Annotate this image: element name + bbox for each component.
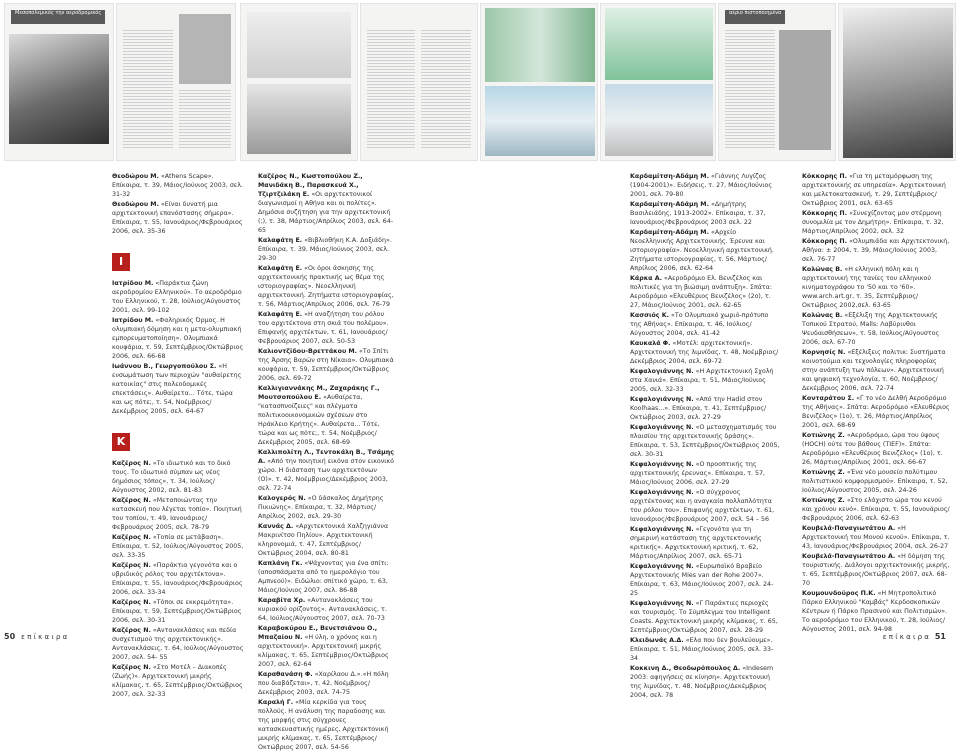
thumbnail-photo (779, 30, 831, 150)
section-letter-k: Κ (112, 433, 130, 451)
entry-citation: «Αυθαίρετα, "κατασπνοίζειες" και πλέγματα πολιτικοοικονομικών σχέσεων στο Ηράκλειο Κρήτης». Αυθαίρετα... Τότε, τώρα και ως πότε;, τ. 54, Νοέμβριος/Δεκέμβριος 2005, σελ. 68-69 (258, 394, 380, 446)
entry-author: Κονταράτου Σ. (802, 395, 855, 402)
index-column-3 (630, 172, 780, 701)
entry-author: Καλαφάτη Ε. (258, 237, 303, 244)
entry-citation: «Η Αρχιτεκτονική Σχολή στα Χανιά». Επίκαιρα, τ. 51, Μάιος/Ιούνιος 2005, σελ. 32-33 (630, 368, 774, 393)
entry-author: Καζέρος Ν. (112, 664, 151, 671)
index-entry (630, 525, 780, 561)
entry-citation: «Αντανακλάσεις του κυριακού ορίζοντος». Αντανακλάσεις, τ. 64, Ιούλιος/Αύγουστος 2007, σελ. 70-73 (258, 597, 387, 622)
index-column-4 (802, 172, 950, 635)
index-entry (112, 279, 244, 315)
entry-citation: «Η δόμηση της τουριστικής. Διάλογοι αρχιτεκτονικής μικρής, τ. 65, Σεπτέμβριος/Οκτώβριος 2007, σελ. 68-70 (802, 553, 950, 587)
thumbnail-page-4[interactable] (360, 3, 478, 161)
index-entry (258, 698, 394, 752)
index-entry (802, 265, 950, 310)
entry-author: Καλογερός Ν. (258, 495, 306, 502)
index-entry (802, 468, 950, 495)
index-entry (258, 624, 394, 669)
entry-citation: «Ένα νέο μουσείο πολύτιμου πολιτιστικού κομφορμισμού». Επίκαιρα, τ. 52, Ιούλιος/Αύγουστος 2005, σελ. 24-26 (802, 469, 948, 494)
right-page (480, 172, 950, 699)
entry-author: Κεφαλογιάννης Ν. (630, 368, 694, 375)
index-entry (112, 362, 244, 416)
index-entry (112, 200, 244, 236)
index-entry (112, 561, 244, 597)
entry-citation: «Οι αρχιτεκτονικοί διαγωνισμοί η Αθήνα και οι πολίτες». Δημόσια συζήτηση για την αρχιτεκτονική (;), τ. 38, Μάρτιος/Απρίλιος 2003, σελ. 64-65 (258, 191, 394, 234)
index-entry (630, 274, 780, 310)
entry-author: Κοτιώνης Ζ. (802, 432, 845, 439)
entry-author: Κόκκορης Π. (802, 210, 848, 217)
index-entry (112, 459, 244, 495)
thumbnail-text (123, 30, 173, 150)
entry-author: Κόκκορης Π. (802, 238, 848, 245)
index-entry (258, 494, 394, 521)
entry-author: Κουμουνδούρος Π.Κ. (802, 590, 876, 597)
index-entry (258, 522, 394, 558)
entry-citation: «Το Ολυμπιακό χωριό-πρότυπο της Αθήνας». Επίκαιρα, τ. 46, Ιούλιος/Αύγουστος 2004, σελ. 41-42 (630, 312, 769, 337)
index-entry (802, 524, 950, 551)
index-column-1 (112, 172, 244, 700)
thumbnail-strip (0, 0, 960, 166)
entry-author: Κουβελά-Παναγιωτάτου Α. (802, 525, 896, 532)
thumbnail-photo (485, 86, 595, 156)
page-number: 50 (4, 632, 16, 641)
entry-citation: «Εξέλιξεις πολιτικ: Συστήματα κοινοτούμια και τεχνολογίες πληροφορίας στην ανάπτυξη των πόλεων». Αρχιτεκτονική και ψηφιακή τεχνολογία, τ. 60, Νοέμβριος/Δεκέμβριος 2006, σελ. 72-74 (802, 349, 946, 392)
entry-author: Κεφαλογιάννης Ν. (630, 424, 694, 431)
thumbnail-text (725, 30, 775, 150)
thumbnail-title: αέριο πιστοποιημένα (725, 10, 785, 24)
thumbnail-photo (247, 84, 351, 154)
index-entry (630, 395, 780, 422)
entry-citation: «Αντανακλάσεις και πεδία συσχετισμού της αρχιτεκτονικής». Αντανακλάσεις, τ. 64, Ιούλιος/Αύγουστος 2007, σελ. 54- 55 (112, 627, 244, 661)
entry-citation: «Ευρωπαϊκό Βραβείο Αρχιτεκτονικής Mies van der Rohe 2007». Επίκαιρα, τ. 63, Μάιος/Ιούνιος 2007, σελ. 24-25 (630, 563, 774, 597)
index-entry (258, 448, 394, 493)
entry-author: Κοκκινη Δ., Θεοδωρόπουλος Δ. (630, 665, 741, 672)
index-entry (802, 209, 950, 236)
index-entry (802, 394, 950, 430)
thumbnail-photo (179, 14, 231, 84)
thumbnail-title: Μεσοπολεμικός την αεροδρομικός (11, 10, 105, 24)
entry-author: Ιωάννου Β., Γεωργοπούλου Σ. (112, 363, 217, 370)
index-entry (802, 172, 950, 208)
entry-citation: «Τόποι σε εκκρεμότητα». Επίκαιρα, τ. 59, Σεπτέμβριος/Οκτώβριος 2006, σελ. 30-31 (112, 599, 242, 624)
index-entry (802, 552, 950, 588)
entry-author: Καλαφάτη Ε. (258, 311, 303, 318)
thumbnail-page-3[interactable] (240, 3, 358, 161)
entry-citation: «Ολυμπιάδα και Αρχιτεκτονική, Αθήνα: ± 2004, τ. 39, Μάιος/Ιούνιος 2003, σελ. 76-77 (802, 238, 950, 263)
index-entry (258, 670, 394, 697)
index-entry (802, 496, 950, 523)
index-entry (112, 626, 244, 662)
entry-citation: «Γ το νέο Δελθή Αεροδρόμιο της Αθήνας». Σπάτα: Αεροδρόμιο «Ελευθέριος Βενιζέλος» (1ο), τ. 26, Μάρτιος/Απρίλιος 2001, σελ. 68-69 (802, 395, 950, 429)
entry-citation: «Η ύλη, ο χρόνος και η αρχιτεκτονική». Αρχιτεκτονική μικρής κλίμακας, τ. 65, Σεπτέμβριος/Οκτώβριος 2007, σελ. 62-64 (258, 634, 389, 668)
index-entry (630, 339, 780, 366)
index-entry (258, 384, 394, 447)
index-entry (258, 172, 394, 235)
thumbnail-photo (9, 34, 109, 144)
entry-citation: «Η Αρχιτεκτονική του Μονού κενού». Επίκαιρα, τ. 43, Ιανουάριος/Φεβρουάριος 2004, σελ. 26-27 (802, 525, 950, 550)
entry-citation: «Γ Παράκτιες περιοχές και τουρισμός. Το Σύμπλεγμα του Intelligent Coasts. Αρχιτεκτονική μικρής κλίμακας, τ. 65, Σεπτέμβριος/Οκτώβριος 2007, σελ. 28-29 (630, 600, 778, 634)
index-column-2 (258, 172, 394, 753)
index-entry (112, 533, 244, 560)
magazine-name: ε π ί κ α ι ρ α (21, 633, 68, 641)
entry-author: Ιατρίδου Μ. (112, 317, 154, 324)
entry-citation: «Για τη μεταμόρφωση της αρχιτεκτονικής σε υπηρεσία». Αρχιτεκτονική και μελετοκατασκευή, τ. 29, Σεπτέμβριος/Οκτώβριος 2001, σελ. 63-65 (802, 173, 946, 207)
entry-author: Κεφαλογιάννης Ν. (630, 600, 694, 607)
thumbnail-text (179, 90, 231, 150)
entry-author: Κόκκορης Π. (802, 173, 848, 180)
entry-citation: «Αρχιτεκτονικά Χαλζηγιάννα Μακρινίτσο Πηλίου». Αρχιτεκτονική κληρονομιά, τ. 47, Σεπτέμβριος/Οκτώβριος 2004, σελ. 80-81 (258, 523, 389, 557)
entry-author: Κεφαλογιάννης Ν. (630, 526, 694, 533)
index-entry (258, 236, 394, 263)
entry-author: Καραβίτα Χρ. (258, 597, 306, 604)
entry-author: Κάρκα Α. (630, 275, 662, 282)
entry-citation: «Η αναζήτηση του ρόλου του αρχιτέκτονα στη σκιά του πολέμου». Επιφανής αρχιτέκτων, τ. 61, Ιανουάριος/Φεβρουάριος 2007, σελ. 50-53 (258, 311, 389, 345)
thumbnail-page-7[interactable] (718, 3, 836, 161)
index-entry (802, 237, 950, 264)
page-folio-right (883, 632, 946, 641)
index-entry (630, 172, 780, 199)
entry-author: Καζέρος Ν. (112, 497, 151, 504)
entry-author: Κουβελά-Παναγιωτάτου Α. (802, 553, 896, 560)
entry-citation: «Εξέλιξη της Αρχιτεκτονικής Τοπικού Στρατού, Malls: Λαβύρινθοι Ψευδαισθήσεων», τ. 58, Ιούλιος/Αύγουστος 2006, σελ. 67-70 (802, 312, 940, 346)
section-letter-i: Ι (112, 253, 130, 271)
entry-citation: «Στο Μοτέλ – Διακοπές (Ζωής)». Αρχιτεκτονική μικρής κλίμακας, τ. 65, Σεπτέμβριος/Οκτώβριος 2007, σελ. 32-33 (112, 664, 243, 698)
entry-citation: «Από την ποιητική εικόνα στον εικονικό χώρο. Η διάσταση των αρχιτεκτόνων (Ο)». τ. 42, Νοέμβριος/Δεκέμβριος 2003, σελ. 72-74 (258, 458, 394, 492)
thumbnail-photo (247, 12, 351, 78)
entry-author: Καλλιπολίτη Λ., Τεντοκάλη Β., Τσάμης Α. (258, 449, 394, 465)
entry-citation: «Συνεχίζοντας μον στέρμονη συνομιλία με τον Δημήτρη». Επίκαιρα, τ. 32, Μάρτιος/Απρίλιος 2002, σελ. 32 (802, 210, 944, 235)
entry-author: Καραλή Γ. (258, 699, 294, 706)
entry-author: Καρδαμίτση-Αδάμη Μ. (630, 201, 709, 208)
entry-author: Κολώνας Β. (802, 312, 843, 319)
entry-author: Κοτιώνης Ζ. (802, 497, 845, 504)
entry-author: Καλαφάτη Ε. (258, 265, 303, 272)
entry-author: Κασσιός Κ. (630, 312, 669, 319)
index-entry (630, 423, 780, 459)
index-entry (630, 562, 780, 598)
index-entry (630, 636, 780, 663)
entry-citation: «Αρχείο Νεοελληνικής Αρχιτεκτονικής. Έρευνα και ιστοριογραφία». Νεοελληνική αρχιτεκτονική. Ζητήματα ιστοριογραφίας, τ. 56, Μάρτιος/Απρίλιος 2006, σελ. 62-64 (630, 229, 774, 272)
index-entry (802, 589, 950, 634)
entry-author: Κεφαλογιάννης Ν. (630, 396, 694, 403)
index-entry (258, 596, 394, 623)
entry-author: Καζέρος Ν. (112, 562, 151, 569)
page-folio-left (4, 632, 67, 641)
entry-citation: «Η ελληνική πόλη και η αρχιτεκτονική της τανίες του ελληνικού κινηματογράφου το '50 και το '60». www.arch.art.gr, τ. 35, Σεπτέμβριος/Οκτώβριος 2002,σελ. 63-65 (802, 266, 931, 309)
entry-citation: «Ελα που δεν βουλεύουμε». Επίκαιρα, τ. 51, Μάιος/Ιούνιος 2005, σελ. 33-34 (630, 637, 774, 662)
entry-citation: «Η ενσωμάτωση των περιοχών "αυθαίρετης κατοικίας" στις πολεοδομικές επεκτάσεις». Αυθαίρετα... Τότε, τώρα και ως πότε;, τ. 54, Νοέμβριος/Δεκέμβριος 2005, σελ. 64-67 (112, 363, 242, 415)
page-number: 51 (934, 632, 946, 641)
index-entry (802, 311, 950, 347)
entry-citation: «Παράκτια ζώνη αεροδρομίου Ελληνικού». Το αεροδρόμιο του Ελληνικού, τ. 28, Ιούλιος/Αύγουστος 2001, σελ. 99-102 (112, 280, 242, 314)
entry-author: Ιατρίδου Μ. (112, 280, 154, 287)
entry-author: Κεφαλογιάννης Ν. (630, 489, 694, 496)
index-entry (802, 431, 950, 467)
entry-citation: «Ψάχνοντας για ένα σπίτι: (αποσπάσματα από το ημερολόγιο του Αμπνεού)». Ειδώλιο: σπίτικό χώρο, τ. 63, Μάιος/Ιούνιος 2007, σελ. 86-88 (258, 560, 389, 594)
entry-citation: «Η Μητροπολιτικό Πάρκο Ελληνικού "Καμβάς" Κερδοσκοπικών Κέντρων ή Πάρκο Πρασινού και Πολιτισμών». Το αεροδρόμιο του Ελληνικού, τ. 28, Ιούλιος/Αύγουστος 2001, σελ. 94-98 (802, 590, 948, 633)
entry-citation: «Μοτέλ: αρχιτεκτονική». Αρχιτεκτονική της λιμνίδας, τ. 48, Νοέμβριος/Δεκέμβριος 2004, σελ. 69-72 (630, 340, 779, 365)
index-entry (630, 228, 780, 273)
entry-citation: «Γεγονότα για τη σημερινή κατάσταση της αρχιτεκτονικής κριτικής». Αρχιτεκτονική κριτική, τ. 62, Μάρτιος/Απρίλιος 2007, σελ. 65-71 (630, 526, 762, 560)
entry-author: Καζέρος Ν. (112, 460, 151, 467)
entry-author: Κλειδωνάς Α.Δ. (630, 637, 684, 644)
thumbnail-page-8[interactable] (838, 3, 956, 161)
index-entry (630, 200, 780, 227)
index-entry (630, 664, 780, 700)
entry-citation: «Στο ελάχιστο ώρα του κενού και χρόνου κενό». Επίκαιρα, τ. 55, Ιανουάριος/Φεβρουάριος 2006, σελ. 62-63 (802, 497, 950, 522)
entry-citation: «Indesem 2003: αφηγήσεις σε κίνηση». Αρχιτεκτονική της λιμνίδας, τ. 48, Νοέμβριος/Δεκέμβριος 2004, σελ. 78 (630, 665, 774, 699)
entry-citation: «Το ιδιωτικό και το δικό τους. Το ιδιωτικό σύμπαν ως νέος δημόσιος τόπος», τ. 34, Ιούλιος/Αύγουστος 2002, σελ. 81-83 (112, 460, 231, 494)
entry-author: Κορνησίς Ν. (802, 349, 846, 356)
thumbnail-page-6[interactable] (600, 3, 716, 161)
entry-citation: «Το Σπίτι της Άρσης Βαρών στη Νίκαια». Ολυμπιακά κουφάρια, τ. 59, Σεπτέμβριος/Οκτώβριος 2006, σελ. 69-72 (258, 348, 394, 382)
index-entry (630, 488, 780, 524)
index-entry (630, 367, 780, 394)
entry-citation: «Αεροδρόμιο, ώρα του ύψους (ΗΟCH) ούτε του βάθους (TIEF)». Σπάτα: Αεροδρόμιο «Ελευθέριος Βενιζέλος» (1ο), τ. 26, Μάρτιος/Απρίλιος 2001, σελ. 66-67 (802, 432, 943, 466)
entry-citation: «Μία κερκίδα για τους πολλούς. Η ανάλυση της παραδοσης και της μορφής στις σύγχρονες κατασκευαστικής ημέρες, Αρχιτεκτονική μικρής κλίμακας, τ. 65, Σεπτέμβριος/Οκτώβριος 2007, σελ. 54-56 (258, 699, 389, 751)
entry-citation: «Βιβλιοθήκη Κ.Α. Δοξιάδη». Επίκαιρα, τ. 39, Μάιος/Ιούνιος 2003, σελ. 29-30 (258, 237, 392, 262)
thumbnail-page-2[interactable] (116, 3, 236, 161)
entry-author: Κοτιώνης Ζ. (802, 469, 845, 476)
index-entry (112, 172, 244, 199)
entry-author: Καρδαμίτση-Αδάμη Μ. (630, 173, 709, 180)
entry-author: Καζέρος Ν. (112, 627, 151, 634)
entry-author: Θεοδώρου Μ. (112, 173, 159, 180)
entry-citation: «Γιάννης Λυγίζος (1904-2001)». Ειδήσεις, τ. 27, Μάιος/Ιούνιος 2001, σελ. 79-80 (630, 173, 773, 198)
entry-citation: «Παράκτια γεγονότα και ο υβριδικός ρόλος του αρχιτέκτονα». Επίκαιρα, τ. 55, Ιανουάριος/Φεβρουάριος 2006, σελ. 33-34 (112, 562, 243, 596)
index-entry (630, 599, 780, 635)
entry-citation: «Φαληρικός Όρμος. Η ολυμπιακή δόμηση και η μετα-ολυμπιακή εμπορευματοποίηση». Ολυμπιακά κουφάρια, τ. 59, Σεπτέμβριος/Οκτώβριος 2006, σελ. 66-68 (112, 317, 244, 360)
index-entry (112, 663, 244, 699)
entry-citation: «Athens Scape». Επίκαιρα, τ. 39, Μάιος/Ιούνιος 2003, σελ. 31-32 (112, 173, 243, 198)
entry-author: Κολώνας Β. (802, 266, 843, 273)
index-entry (630, 460, 780, 487)
entry-citation: «Ο σύγχρονος αρχιτέκτονας και η αναγκαία πολλαπλότητα του ρόλου του». Επιφανής αρχιτέκτων, τ. 61, Ιανουάριος/Φεβρουάριος 2007, σελ. 54 – 56 (630, 489, 775, 523)
index-entry (112, 598, 244, 625)
index-entry (630, 311, 780, 338)
thumbnail-photo (605, 8, 713, 80)
thumbnail-text (421, 30, 471, 150)
index-entry (258, 310, 394, 346)
index-entry (258, 264, 394, 309)
entry-author: Καζέρος Ν. (112, 534, 151, 541)
thumbnail-photo (843, 8, 953, 158)
entry-citation: «Ο μετασχηματισμός του πλαισίου της αρχιτεκτονικής δράσης». Επίκαιρα, τ. 53, Σεπτέμβριος/Οκτώβριος 2005, σελ. 30-31 (630, 424, 780, 458)
entry-citation: «Ο προοπτικής της αρχιτεκτονικής έρευνας». Επίκαιρα, τ. 57, Μάιος/Ιούνιος 2006, σελ. 27-29 (630, 461, 766, 486)
entry-author: Καυκαλά Φ. (630, 340, 671, 347)
index-entry (258, 559, 394, 595)
thumbnail-photo (485, 8, 595, 82)
entry-author: Καλιοντζίδου-Βρεττάκου Μ. (258, 348, 358, 355)
entry-citation: «Δημήτρης Βασιλειάδης, 1913-2002». Επίκαιρα, τ. 37, Ιανουάριος/Φεβρουάριος 2003 σελ. 22 (630, 201, 766, 226)
entry-author: Κεφαλογιάννης Ν. (630, 461, 694, 468)
entry-author: Καραβοκύρου Ε., Βενετσιάνου Ο., Μπαζαίου Ν. (258, 625, 378, 641)
entry-citation: «Οι όροι άσκησης της αρχιτεκτονικής πρακτικής ως θέμα της ιστοριογραφίας». Νεοελληνική αρχιτεκτονική. Ζητήματα ιστοριογραφίας, τ. 56, Μάρτιος/Απρίλιος 2006, σελ. 76-79 (258, 265, 394, 308)
entry-citation: «Ο δάσκαλος Δημήτρης Πικιώνης». Επίκαιρα, τ. 32, Μάρτιος/Απρίλιος 2002, σελ. 29-30 (258, 495, 384, 520)
index-entry (112, 496, 244, 532)
entry-author: Καζέρος Ν., Κωστοπούλου Ζ., Μανιδάκη Β., Παρασκευά Χ., Τζιρτζιλάκη Ε. (258, 173, 363, 198)
entry-citation: «Μεταποιώντας την κατασκευή που λέγεται τοπίο». Ποιητική του τοπίου, τ. 49, Ιανουάριος/Φεβρουάριος 2005, σελ. 78-79 (112, 497, 242, 531)
thumbnail-photo (605, 84, 713, 156)
entry-author: Καζέρος Ν. (112, 599, 151, 606)
entry-citation: «Αεροδρόμιο Ελ. Βενιζέλος και πολιτικές για τη βιώσιμη ανάπτυξη». Σπάτα: Αεροδρόμιο «Ελευθέριος Βενιζέλος» (2ο), τ. 27, Μάιος/Ιούνιος 2001, σελ. 62-65 (630, 275, 772, 309)
entry-author: Καλλιγιαννάκης Μ., Ζαχαράκης Γ., Μουτσοπούλου Ε. (258, 385, 380, 401)
entry-author: Κεφαλογιάννης Ν. (630, 563, 694, 570)
left-page (0, 172, 470, 751)
entry-citation: «Είναι δυνατή μια αρχιτεκτονική επανόστασης σήμερα». Επίκαιρα, τ. 55, Ιανουάριος/Φεβρουάριος 2006, σελ. 35-36 (112, 201, 243, 235)
index-entry (258, 347, 394, 383)
entry-author: Θεοδώρου Μ. (112, 201, 159, 208)
index-entry (112, 316, 244, 361)
thumbnail-text (367, 30, 415, 150)
thumbnail-page-1[interactable] (4, 3, 114, 161)
entry-author: Καννάς Δ. (258, 523, 294, 530)
entry-author: Καρδαμίτση-Αδάμη Μ. (630, 229, 709, 236)
entry-citation: «Από την Hadid στον Koolhaas...». Επίκαιρα, τ. 41, Σεπτέμβριος/Οκτώβριος 2003, σελ. 27-29 (630, 396, 767, 421)
entry-citation: «Τοπία σε μετάβαση». Επίκαιρα, τ. 52, Ιούλιος/Αύγουστος 2005, σελ. 33-35 (112, 534, 244, 559)
entry-author: Καπλάνη Γκ. (258, 560, 303, 567)
magazine-name: ε π ί κ α ι ρ α (882, 633, 929, 641)
index-entry (802, 348, 950, 393)
thumbnail-page-5[interactable] (480, 3, 598, 161)
entry-author: Καραθανάση Φ. (258, 671, 313, 678)
entry-citation: «Χαρίλαου Δ.».«Η πόλη που διαβάζεται», τ. 42, Νοέμβριος/Δεκέμβριος 2003, σελ. 74-75 (258, 671, 389, 696)
